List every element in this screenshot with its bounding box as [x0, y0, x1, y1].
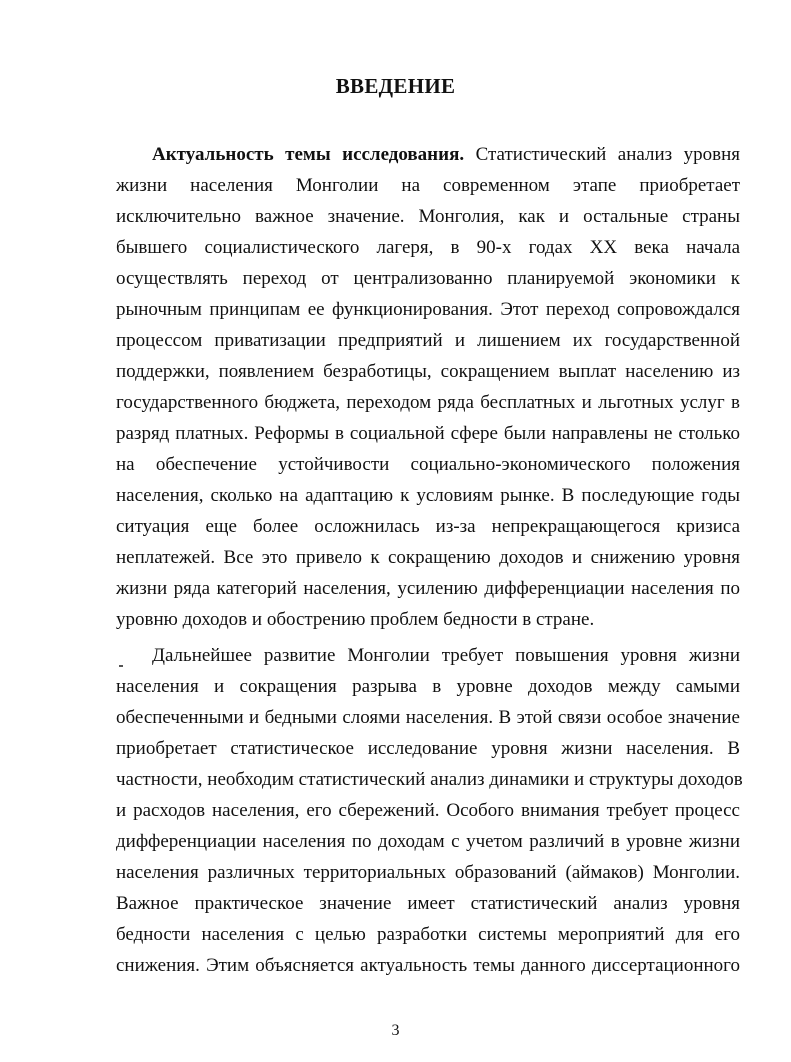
- paragraph-line: поддержки, появлением безработицы, сокращением выплат населению из: [116, 361, 740, 382]
- paragraph-development: [116, 640, 743, 981]
- paragraph-line: жизни населения Монголии на современном этапе приобретает: [116, 175, 740, 196]
- paragraph-line: снижения. Этим объясняется актуальность темы данного диссертационного: [116, 955, 740, 976]
- paragraph-line: исключительно важное значение. Монголия, как и остальные страны: [116, 206, 740, 227]
- paragraph-line: Важное практическое значение имеет статистический анализ уровня: [116, 893, 740, 914]
- paragraph-line: бедности населения с целью разработки системы мероприятий для его: [116, 924, 740, 945]
- paragraph-line: населения и сокращения разрыва в уровне доходов между самыми: [116, 676, 740, 697]
- paragraph-line: и расходов населения, его сбережений. Особого внимания требует процесс: [116, 800, 740, 821]
- paragraph-line: на обеспечение устойчивости социально-экономического положения: [116, 454, 740, 475]
- paragraph-line: разряд платных. Реформы в социальной сфере были направлены не столько: [116, 423, 740, 444]
- paragraph-lead: Актуальность темы исследования.: [152, 144, 465, 165]
- paragraph-line: государственного бюджета, переходом ряда бесплатных и льготных услуг в: [116, 392, 740, 413]
- paragraph-line-text: Статистический анализ уровня: [464, 144, 740, 165]
- paragraph-line: населения различных территориальных образований (аймаков) Монголии.: [116, 862, 740, 883]
- paragraph-line: населения, сколько на адаптацию к условиям рынке. В последующие годы: [116, 485, 740, 506]
- paragraph-line: уровню доходов и обострению проблем бедности в стране.: [116, 609, 595, 630]
- scan-artifact: [119, 665, 123, 667]
- paragraph-relevance: [116, 139, 740, 635]
- paragraph-line: неплатежей. Все это привело к сокращению доходов и снижению уровня: [116, 547, 740, 568]
- page-heading: ВВЕДЕНИЕ: [335, 74, 456, 98]
- paragraph-line: бывшего социалистического лагеря, в 90-х годах XX века начала: [116, 237, 740, 258]
- paragraph-line: ситуация еще более осложнилась из-за непрекращающегося кризиса: [116, 516, 740, 537]
- page-number: 3: [391, 1022, 400, 1039]
- paragraph-line: дифференциации населения по доходам с учетом различий в уровне жизни: [116, 831, 740, 852]
- paragraph-line: рыночным принципам ее функционирования. Этот переход сопровождался: [116, 299, 740, 320]
- paragraph-line: частности, необходим статистический анализ динамики и структуры доходов: [116, 769, 743, 790]
- paragraph-line: процессом приватизации предприятий и лишением их государственной: [116, 330, 740, 351]
- paragraph-line: осуществлять переход от централизованно планируемой экономики к: [116, 268, 740, 289]
- paragraph-line: приобретает статистическое исследование уровня жизни населения. В: [116, 738, 740, 759]
- paragraph-line: Дальнейшее развитие Монголии требует повышения уровня жизни: [152, 645, 740, 666]
- paragraph-line: обеспеченными и бедными слоями населения. В этой связи особое значение: [116, 707, 740, 728]
- paragraph-line: [116, 139, 740, 170]
- paragraph-line: жизни ряда категорий населения, усилению дифференциации населения по: [116, 578, 740, 599]
